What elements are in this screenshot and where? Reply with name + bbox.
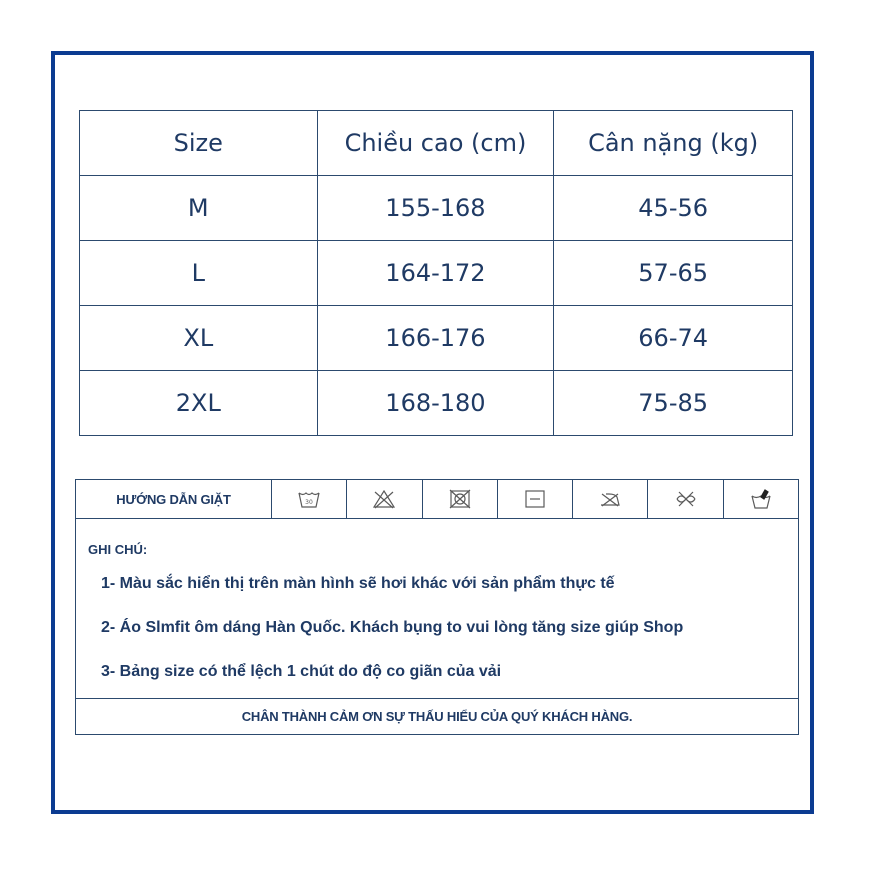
washing-guide-title: HƯỚNG DẪN GIẶT bbox=[76, 480, 272, 518]
table-row bbox=[80, 176, 793, 241]
table-row bbox=[80, 241, 793, 306]
table-row bbox=[80, 371, 793, 436]
dry-flat-icon bbox=[498, 480, 573, 518]
cell-size: 2XL bbox=[80, 371, 318, 436]
svg-text:30: 30 bbox=[305, 499, 313, 506]
cell-size: L bbox=[80, 241, 318, 306]
cell-weight: 75-85 bbox=[554, 371, 793, 436]
table-row bbox=[80, 306, 793, 371]
hand-wash-icon bbox=[724, 480, 798, 518]
no-tumble-dry-icon bbox=[423, 480, 498, 518]
notes-label: GHI CHÚ: bbox=[88, 542, 148, 557]
thanks-message: CHÂN THÀNH CẢM ƠN SỰ THẤU HIỂU CỦA QUÝ KHÁCH HÀNG. bbox=[241, 709, 633, 724]
cell-size: XL bbox=[80, 306, 318, 371]
cell-height: 164-172 bbox=[317, 241, 554, 306]
cell-height: 166-176 bbox=[317, 306, 554, 371]
washing-guide-header bbox=[76, 480, 798, 519]
table-header-row bbox=[80, 111, 793, 176]
cell-weight: 45-56 bbox=[554, 176, 793, 241]
header-height: Chiều cao (cm) bbox=[317, 111, 554, 176]
header-weight: Cân nặng (kg) bbox=[554, 111, 793, 176]
notes-section bbox=[76, 518, 798, 699]
wash-30-icon bbox=[272, 480, 347, 518]
cell-height: 168-180 bbox=[317, 371, 554, 436]
cell-weight: 57-65 bbox=[554, 241, 793, 306]
note-item: 2- Áo Slmfit ôm dáng Hàn Quốc. Khách bụng to vui lòng tăng size giúp Shop bbox=[101, 619, 684, 636]
note-item: 3- Bảng size có thể lệch 1 chút do độ co giãn của vải bbox=[101, 663, 502, 680]
note-item: 1- Màu sắc hiển thị trên màn hình sẽ hơi khác với sản phẩm thực tế bbox=[101, 575, 615, 592]
cell-size: M bbox=[80, 176, 318, 241]
no-dry-clean-icon bbox=[648, 480, 723, 518]
size-chart-table bbox=[79, 110, 793, 436]
iron-low-icon bbox=[573, 480, 648, 518]
no-bleach-icon bbox=[347, 480, 422, 518]
washing-guide bbox=[75, 479, 799, 735]
cell-weight: 66-74 bbox=[554, 306, 793, 371]
header-size: Size bbox=[80, 111, 318, 176]
cell-height: 155-168 bbox=[317, 176, 554, 241]
